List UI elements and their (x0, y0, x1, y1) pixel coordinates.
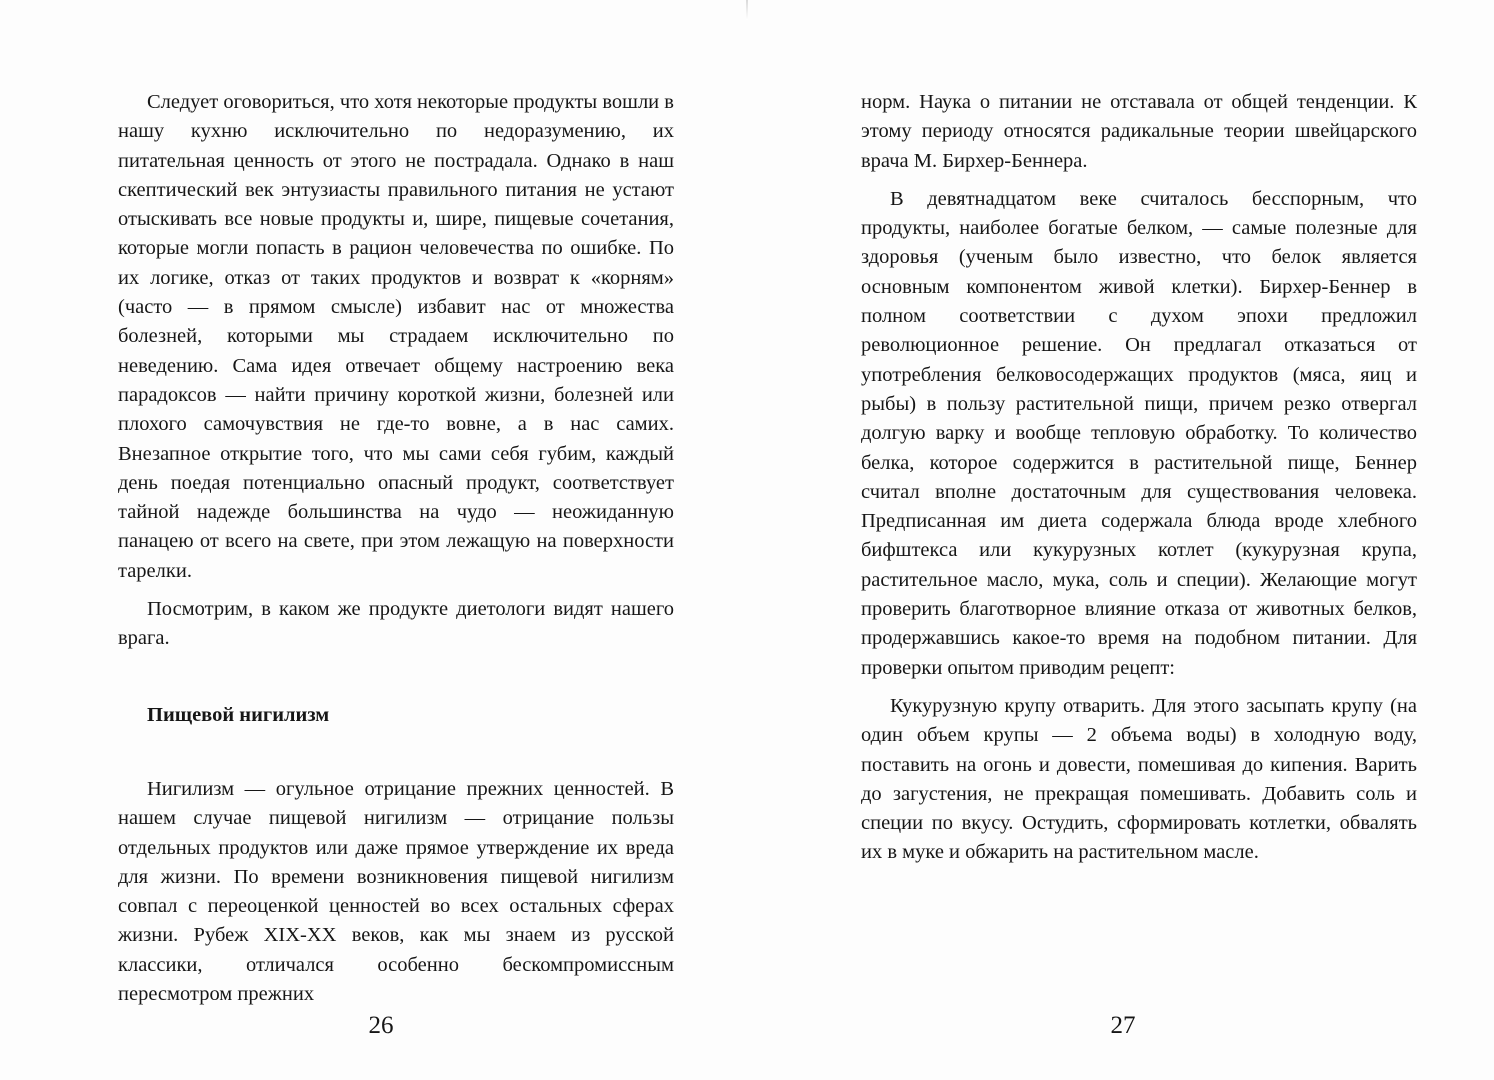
left-page (118, 88, 674, 1009)
page-gutter (746, 0, 748, 20)
right-paragraph-1: В девятнадцатом веке считалось бесспорным, что продукты, наиболее богатые белком, — самые полезные для здоровья (ученым было известно, что белок является основным компонентом живой клетки). Бирхер-Беннер в полном соответствии с духом эпохи предложил революционное решение. Он предлагал отказаться от употребления белковосодержащих продуктов (мяса, яиц и рыбы) в пользу растительной пищи, причем резко отвергал долгую варку и вообще тепловую обработку. То количество белка, которое содержится в растительной пище, Беннер считал вполне достаточным для существования человека. Предписанная им диета содержала блюда вроде хлебного бифштекса или кукурузных котлет (кукурузная крупа, растительное масло, мука, соль и специи). Желающие могут проверить благотворное влияние отказа от животных белков, продержавшись какое-то время на подобном питании. Для проверки опытом приводим рецепт: (861, 187, 1417, 679)
page-number-right: 27 (1110, 1012, 1136, 1039)
right-paragraph-2: Кукурузную крупу отварить. Для этого засыпать крупу (на один объем крупы — 2 объема воды) в холодную воду, поставить на огонь и довести, помешивая до кипения. Варить до загустения, не прекращая помешивать. Добавить соль и специи по вкусу. Остудить, сформировать котлетки, обвалять их в муке и обжарить на растительном масле. (861, 694, 1417, 864)
left-paragraph-1: Следует оговориться, что хотя некоторые продукты вошли в нашу кухню исключительно по недоразумению, их питательная ценность от этого не пострадала. Однако в наш скептический век энтузиасты правильного питания не устают отыскивать все новые продукты и, шире, пищевые сочетания, которые могли попасть в рацион человечества по ошибке. По их логике, отказ от таких продуктов и возврат к «корням» (часто — в прямом смысле) избавит нас от множества болезней, которыми мы страдаем исключительно по неведению. Сама идея отвечает общему настроению века парадоксов — найти причину короткой жизни, болезней или плохого самочувствия не где-то вовне, а в нас самих. Внезапное открытие того, что мы сами себя губим, каждый день поедая потенциально опасный продукт, соответствует тайной надежде большинства на чудо — неожиданную панацею от всего на свете, при этом лежащую на поверхности тарелки. (118, 91, 674, 582)
section-heading: Пищевой нигилизм (147, 703, 330, 726)
right-continuation: норм. Наука о питании не отставала от общей тенденции. К этому периоду относятся радикальные теории швейцарского врача М. Бирхер-Беннера. (861, 91, 1417, 172)
left-paragraph-3: Нигилизм — огульное отрицание прежних ценностей. В нашем случае пищевой нигилизм — отрицание пользы отдельных продуктов или даже прямое утверждение их вреда для жизни. По времени возникновения пищевой нигилизм совпал с переоценкой ценностей во всех остальных сферах жизни. Рубеж XIX-XX веков, как мы знаем из русской классики, отличался особенно бескомпромиссным пересмотром прежних (118, 777, 674, 1006)
left-paragraph-2: Посмотрим, в каком же продукте диетологи видят нашего врага. (118, 598, 674, 650)
right-page (861, 88, 1417, 868)
page-number-left: 26 (368, 1012, 394, 1039)
